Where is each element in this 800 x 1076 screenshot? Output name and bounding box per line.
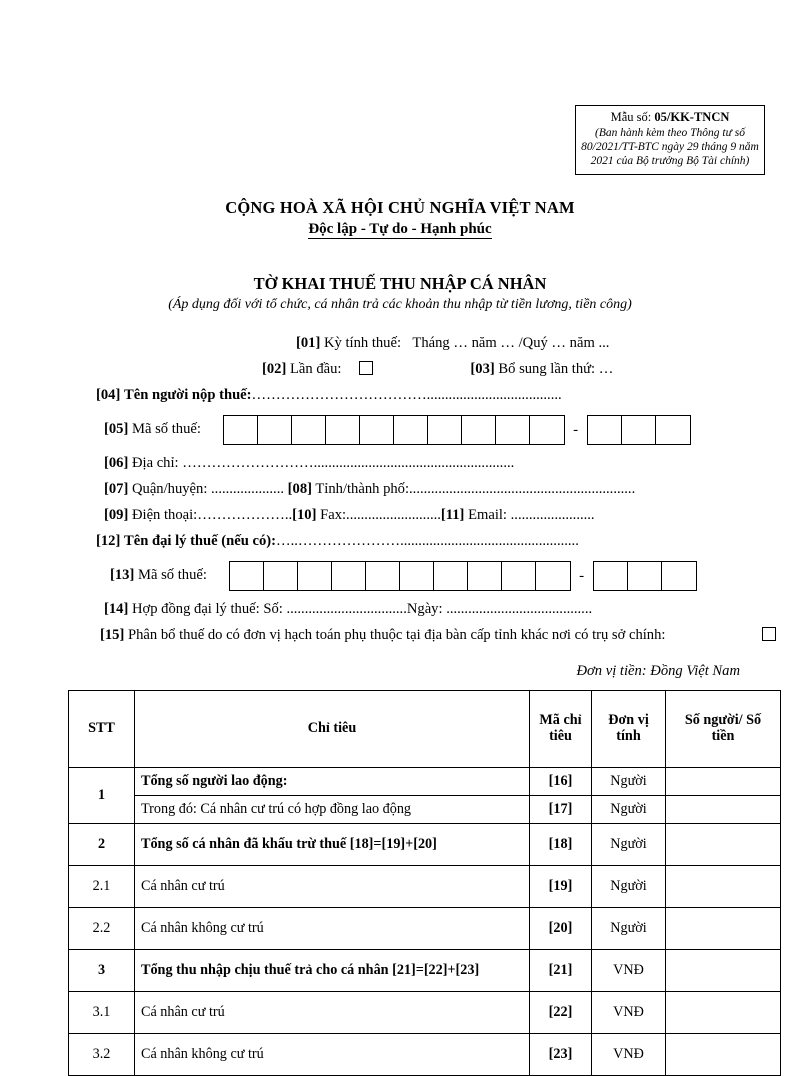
cell-indicator-code: [23] — [530, 1034, 592, 1076]
tax-code-cell[interactable] — [468, 562, 502, 590]
cell-indicator-name: Cá nhân không cư trú — [135, 908, 530, 950]
agent-tax-code-group-main[interactable] — [229, 561, 571, 591]
form-code-box — [575, 105, 765, 175]
field-08-input[interactable]: .............................................................. — [409, 481, 636, 497]
field-10-code: [10] — [292, 507, 317, 523]
tax-code-cell[interactable] — [366, 562, 400, 590]
field-14-number-input[interactable]: ................................. — [286, 601, 407, 617]
table-body — [69, 768, 781, 1076]
tax-code-group-suffix[interactable] — [587, 415, 691, 445]
tax-code-dash: - — [573, 421, 579, 438]
field-04-label: Tên người nộp thuế: — [123, 387, 252, 403]
tax-code-cell[interactable] — [428, 416, 462, 444]
tax-code-cell[interactable] — [662, 562, 696, 590]
field-06-label: Địa chỉ: — [131, 455, 179, 471]
form-issued-line-2: 80/2021/TT-BTC ngày 29 tháng 9 năm — [581, 141, 759, 153]
tax-code-cell[interactable] — [326, 416, 360, 444]
field-row-07-08 — [0, 476, 800, 502]
field-01-label: Kỳ tính thuế: — [323, 335, 402, 351]
field-04-input[interactable]: ………………………………..................................... — [251, 387, 562, 403]
tax-code-cell[interactable] — [258, 416, 292, 444]
column-header-so-nguoi-so-tien: Số người/ Số tiền — [666, 691, 781, 768]
tax-code-cell[interactable] — [224, 416, 258, 444]
declaration-table — [68, 690, 781, 1076]
field-14-code: [14] — [104, 601, 129, 617]
field-15-label: Phân bổ thuế do có đơn vị hạch toán phụ thuộc tại địa bàn cấp tỉnh khác nơi có trụ sở chính: — [127, 627, 666, 643]
field-row-13 — [0, 554, 800, 596]
cell-indicator-code: [18] — [530, 824, 592, 866]
cell-amount-input[interactable] — [666, 866, 781, 908]
field-14-date-input[interactable]: ........................................ — [446, 601, 593, 617]
cell-amount-input[interactable] — [666, 950, 781, 992]
field-11-code: [11] — [440, 507, 465, 523]
tax-code-cell[interactable] — [462, 416, 496, 444]
cell-indicator-name: Trong đó: Cá nhân cư trú có hợp đồng lao động — [135, 796, 530, 824]
form-issued-line-1: (Ban hành kèm theo Thông tư số — [594, 126, 745, 139]
first-time-checkbox[interactable] — [359, 361, 373, 375]
cell-stt: 3.2 — [69, 1034, 135, 1076]
field-03-label[interactable]: Bổ sung lần thứ: … — [498, 361, 614, 377]
tax-code-cell[interactable] — [628, 562, 662, 590]
cell-unit: Người — [592, 768, 666, 796]
cell-indicator-name: Tổng thu nhập chịu thuế trả cho cá nhân [21]=[22]+[23] — [135, 950, 530, 992]
tax-code-cell[interactable] — [298, 562, 332, 590]
cell-unit: Người — [592, 796, 666, 824]
table-row — [69, 1034, 781, 1076]
cell-indicator-name: Tổng số người lao động: — [135, 768, 530, 796]
field-row-04 — [0, 382, 800, 408]
form-fields — [0, 330, 800, 648]
field-10-label: Fax: — [320, 507, 347, 523]
taxpayer-tax-code-input[interactable] — [223, 415, 691, 445]
tax-code-cell[interactable] — [530, 416, 564, 444]
table-row — [69, 908, 781, 950]
tax-code-cell[interactable] — [496, 416, 530, 444]
tax-code-cell[interactable] — [434, 562, 468, 590]
cell-unit: VNĐ — [592, 992, 666, 1034]
field-09-label: Điện thoại: — [131, 507, 198, 523]
field-12-input[interactable]: …..…………………................................................. — [276, 533, 579, 549]
cell-stt: 2 — [69, 824, 135, 866]
declaration-table-wrap — [68, 690, 780, 1076]
tax-code-cell[interactable] — [360, 416, 394, 444]
field-05-code: [05] — [104, 421, 129, 437]
cell-indicator-code: [22] — [530, 992, 592, 1034]
field-row-06 — [0, 450, 800, 476]
field-14-date-label: Ngày: — [406, 601, 443, 617]
page-subtitle: (Áp dụng đối với tổ chức, cá nhân trả các khoản thu nhập từ tiền lương, tiền công) — [168, 297, 632, 312]
field-row-12 — [0, 528, 800, 554]
tax-code-dash: - — [579, 567, 585, 584]
table-header-row — [69, 691, 781, 768]
tax-code-cell[interactable] — [264, 562, 298, 590]
field-07-code: [07] — [104, 481, 129, 497]
cell-indicator-name: Cá nhân cư trú — [135, 866, 530, 908]
form-code-value: 05/KK-TNCN — [654, 110, 730, 124]
cell-unit: Người — [592, 824, 666, 866]
field-row-09-10-11 — [0, 502, 800, 528]
cell-amount-input[interactable] — [666, 1034, 781, 1076]
cell-amount-input[interactable] — [666, 992, 781, 1034]
tax-code-cell[interactable] — [292, 416, 326, 444]
column-header-chi-tieu: Chỉ tiêu — [135, 691, 530, 768]
field-12-code: [12] — [96, 533, 121, 549]
currency-unit-note: Đơn vị tiền: Đồng Việt Nam — [576, 663, 740, 679]
field-row-02-03 — [0, 356, 800, 382]
cell-unit: Người — [592, 908, 666, 950]
field-02-label: Lần đầu: — [289, 361, 342, 377]
page-title: TỜ KHAI THUẾ THU NHẬP CÁ NHÂN — [253, 274, 547, 293]
tax-code-cell[interactable] — [656, 416, 690, 444]
table-row — [69, 866, 781, 908]
national-heading — [0, 198, 800, 238]
field-14-label: Hợp đồng đại lý thuế: Số: — [131, 601, 283, 617]
table-row — [69, 992, 781, 1034]
cell-indicator-code: [17] — [530, 796, 592, 824]
field-row-01 — [0, 330, 800, 356]
field-11-label: Email: — [468, 507, 507, 523]
column-header-ma-chi-tieu: Mã chỉ tiêu — [530, 691, 592, 768]
cell-unit: VNĐ — [592, 1034, 666, 1076]
table-row — [69, 824, 781, 866]
document-title-block — [0, 274, 800, 313]
cell-indicator-code: [20] — [530, 908, 592, 950]
cell-amount-input[interactable] — [666, 908, 781, 950]
field-01-value[interactable]: Tháng … năm … /Quý … năm ... — [412, 335, 610, 351]
tax-code-cell[interactable] — [588, 416, 622, 444]
national-motto — [308, 221, 491, 238]
tax-code-cell[interactable] — [594, 562, 628, 590]
cell-amount-input[interactable] — [666, 768, 781, 796]
field-07-label: Quận/huyện: — [131, 481, 208, 497]
field-11-input[interactable]: ....................... — [510, 507, 595, 523]
field-05-label: Mã số thuế: — [131, 421, 201, 437]
cell-indicator-code: [21] — [530, 950, 592, 992]
national-motto-text: Độc lập - Tự do - Hạnh phúc — [308, 221, 492, 237]
cell-indicator-code: [16] — [530, 768, 592, 796]
form-code-label: Mẫu số: — [610, 110, 652, 124]
form-issued-line-3: 2021 của Bộ trưởng Bộ Tài chính) — [590, 155, 750, 168]
field-08-label: Tỉnh/thành phố: — [315, 481, 410, 497]
field-09-code: [09] — [104, 507, 129, 523]
cell-unit: VNĐ — [592, 950, 666, 992]
cell-stt: 2.2 — [69, 908, 135, 950]
column-header-stt: STT — [69, 691, 135, 768]
field-12-label: Tên đại lý thuế (nếu có): — [123, 533, 277, 549]
agent-tax-code-input[interactable] — [229, 561, 697, 591]
field-10-input[interactable]: .......................... — [346, 507, 441, 523]
field-13-code: [13] — [110, 567, 135, 583]
field-06-code: [06] — [104, 455, 129, 471]
cell-stt: 3 — [69, 950, 135, 992]
tax-code-cell[interactable] — [622, 416, 656, 444]
tax-code-cell[interactable] — [230, 562, 264, 590]
tax-code-cell[interactable] — [394, 416, 428, 444]
field-08-code: [08] — [287, 481, 312, 497]
tax-code-cell[interactable] — [536, 562, 570, 590]
agent-tax-code-group-suffix[interactable] — [593, 561, 697, 591]
cell-stt: 2.1 — [69, 866, 135, 908]
table-row — [69, 950, 781, 992]
field-row-05 — [0, 408, 800, 450]
allocation-checkbox[interactable] — [762, 627, 776, 641]
tax-code-cell[interactable] — [502, 562, 536, 590]
table-row — [69, 768, 781, 796]
field-06-input[interactable]: ………………………....................................................... — [182, 455, 515, 471]
cell-amount-input[interactable] — [666, 796, 781, 824]
field-01-code: [01] — [296, 335, 321, 351]
tax-code-group-main[interactable] — [223, 415, 565, 445]
cell-indicator-name: Cá nhân cư trú — [135, 992, 530, 1034]
field-02-code: [02] — [262, 361, 287, 377]
cell-indicator-code: [19] — [530, 866, 592, 908]
field-13-label: Mã số thuế: — [137, 567, 207, 583]
field-03-code: [03] — [470, 361, 495, 377]
table-row — [69, 796, 781, 824]
cell-stt: 3.1 — [69, 992, 135, 1034]
table-header — [69, 691, 781, 768]
field-row-15 — [0, 622, 800, 648]
tax-code-cell[interactable] — [400, 562, 434, 590]
cell-indicator-name: Tổng số cá nhân đã khấu trừ thuế [18]=[19]+[20] — [135, 824, 530, 866]
field-09-input[interactable]: ……………….. — [197, 507, 293, 523]
column-header-don-vi-tinh: Đơn vị tính — [592, 691, 666, 768]
field-15-code: [15] — [100, 627, 125, 643]
cell-indicator-name: Cá nhân không cư trú — [135, 1034, 530, 1076]
cell-stt: 1 — [69, 768, 135, 824]
field-04-code: [04] — [96, 387, 121, 403]
field-07-input[interactable]: .................... — [211, 481, 284, 497]
cell-amount-input[interactable] — [666, 824, 781, 866]
field-row-14 — [0, 596, 800, 622]
country-name: CỘNG HOÀ XÃ HỘI CHỦ NGHĨA VIỆT NAM — [225, 198, 575, 217]
form-code-line — [581, 110, 759, 126]
cell-unit: Người — [592, 866, 666, 908]
tax-code-cell[interactable] — [332, 562, 366, 590]
